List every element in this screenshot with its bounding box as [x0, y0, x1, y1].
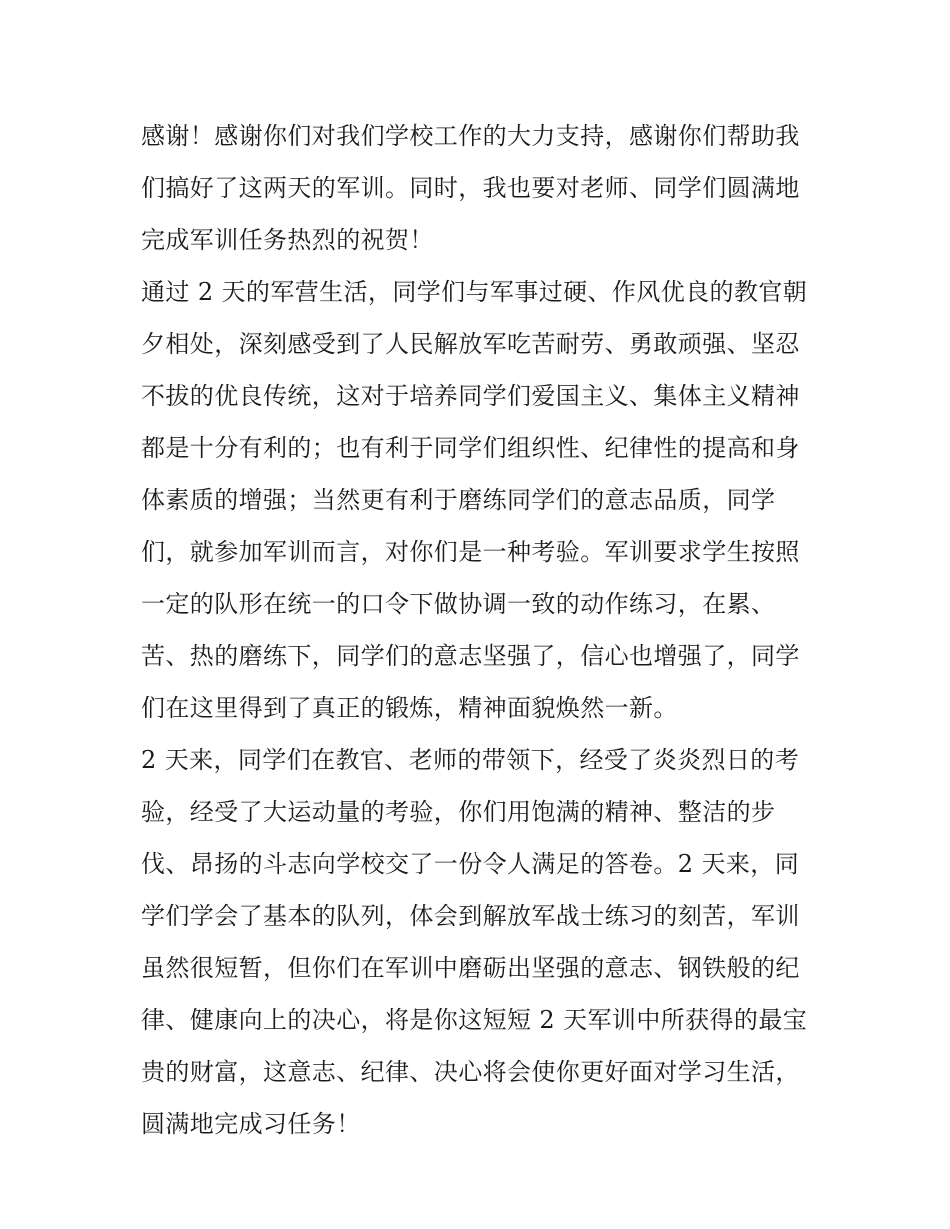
text-line: 学们学会了基本的队列，体会到解放军战士练习的刻苦，军训: [141, 902, 800, 930]
text-line: 体素质的增强；当然更有利于磨练同学们的意志品质，同学: [141, 486, 776, 514]
text-line: 验，经受了大运动量的考验，你们用饱满的精神、整洁的步: [141, 798, 776, 826]
text-line: 伐、昂扬的斗志向学校交了一份令人满足的答卷。2 天来，同: [141, 850, 800, 878]
text-line: 一定的队形在统一的口令下做协调一致的动作练习，在累、: [141, 590, 776, 618]
text-line: 们搞好了这两天的军训。同时，我也要对老师、同学们圆满地: [141, 174, 800, 202]
text-line: 通过 2 天的军营生活，同学们与军事过硬、作风优良的教官朝: [141, 278, 808, 306]
text-line: 2 天来，同学们在教官、老师的带领下，经受了炎炎烈日的考: [141, 746, 800, 774]
text-line: 都是十分有利的；也有利于同学们组织性、纪律性的提高和身: [141, 434, 800, 462]
text-line: 虽然很短暂，但你们在军训中磨砺出坚强的意志、钢铁般的纪: [141, 954, 800, 982]
text-line: 苦、热的磨练下，同学们的意志坚强了，信心也增强了，同学: [141, 642, 800, 670]
text-line: 不拔的优良传统，这对于培养同学们爱国主义、集体主义精神: [141, 382, 800, 410]
body-text: [141, 110, 821, 1150]
text-line: 夕相处，深刻感受到了人民解放军吃苦耐劳、勇敢顽强、坚忍: [141, 330, 800, 358]
text-line: 感谢！感谢你们对我们学校工作的大力支持，感谢你们帮助我: [141, 122, 800, 150]
text-line: 们在这里得到了真正的锻炼，精神面貌焕然一新。: [141, 694, 678, 722]
text-line: 圆满地完成习任务！: [141, 1110, 361, 1138]
text-line: 贵的财富，这意志、纪律、决心将会使你更好面对学习生活，: [141, 1058, 800, 1086]
text-line: 们，就参加军训而言，对你们是一种考验。军训要求学生按照: [141, 538, 800, 566]
text-line: 完成军训任务热烈的祝贺！: [141, 226, 434, 254]
text-line: 律、健康向上的决心，将是你这短短 2 天军训中所获得的最宝: [141, 1006, 808, 1034]
